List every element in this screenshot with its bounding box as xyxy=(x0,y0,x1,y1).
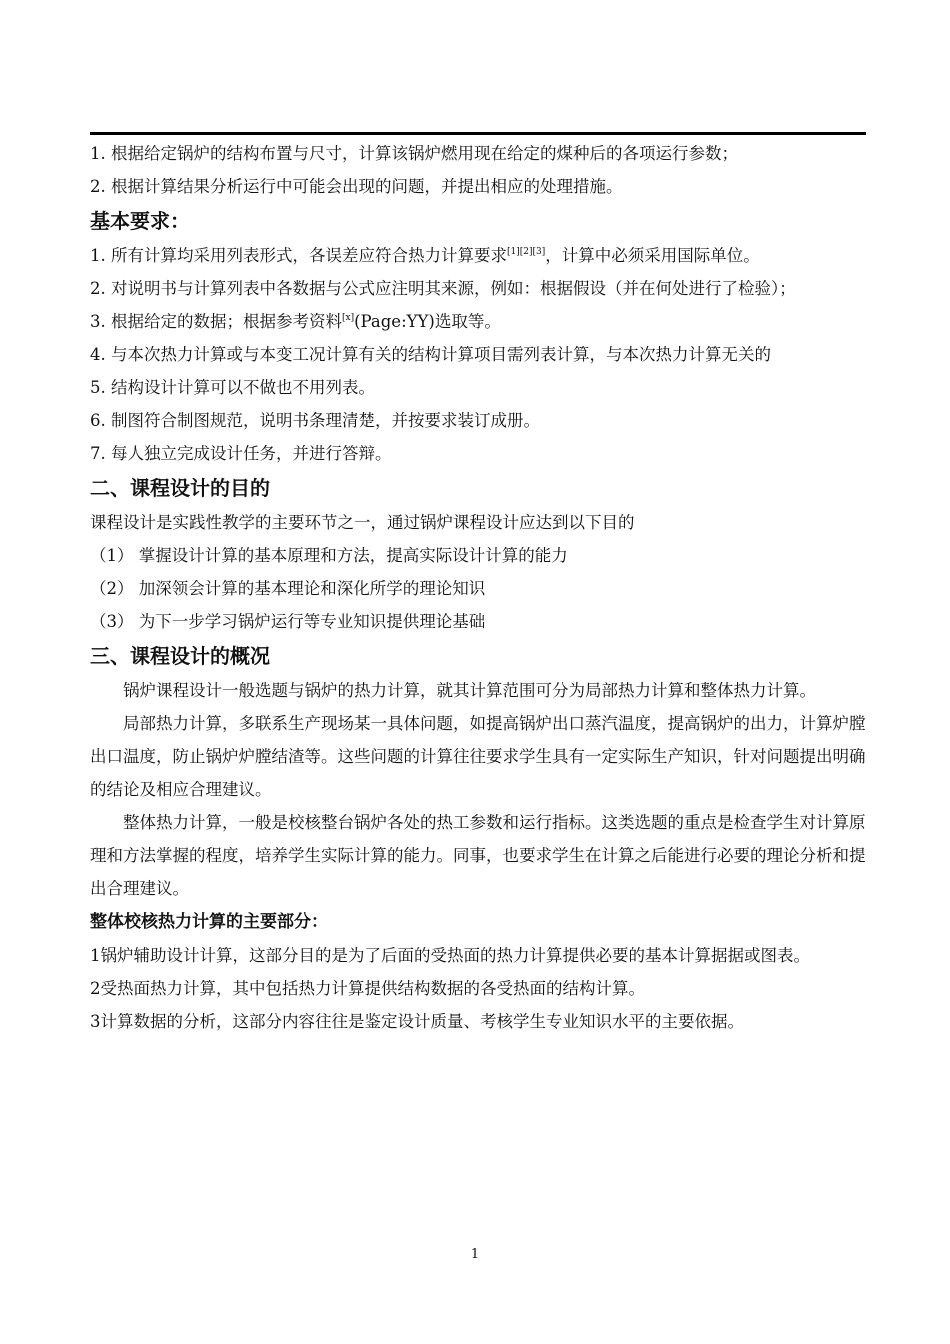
main-part-1: 1锅炉辅助设计计算，这部分目的是为了后面的受热面的热力计算提供必要的基本计算据据或图表。 xyxy=(90,946,810,965)
requirement-item-2: 2. 对说明书与计算列表中各数据与公式应注明其来源，例如：根据假设（并在何处进行了检验）； xyxy=(90,279,796,298)
main-part-2: 2受热面热力计算，其中包括热力计算提供结构数据的各受热面的结构计算。 xyxy=(90,979,645,998)
intro-item-2: 2. 根据计算结果分析运行中可能会出现的问题，并提出相应的处理措施。 xyxy=(90,177,623,196)
purpose-item-2: （2） 加深领会计算的基本理论和深化所学的理论知识 xyxy=(90,579,486,598)
section-3-heading: 三、课程设计的概况 xyxy=(90,644,270,668)
requirement-item-3: 3. 根据给定的数据；根据参考资料[x](Page:YY)选取等。 xyxy=(90,312,501,331)
overview-paragraph-3: 整体热力计算，一般是校核整台锅炉各处的热工参数和运行指标。这类选题的重点是检查学生对计算原理和方法掌握的程度，培养学生实际计算的能力。同事，也要求学生在计算之后能进行必要的理论分析和提出合理建议。 xyxy=(90,813,866,898)
purpose-item-1: （1） 掌握设计计算的基本原理和方法，提高实际设计计算的能力 xyxy=(90,546,568,565)
main-part-3: 3计算数据的分析，这部分内容往往是鉴定设计质量、考核学生专业知识水平的主要依据。 xyxy=(90,1012,744,1031)
section-2-intro: 课程设计是实践性教学的主要环节之一，通过锅炉课程设计应达到以下目的 xyxy=(90,513,635,532)
purpose-item-3: （3） 为下一步学习锅炉运行等专业知识提供理论基础 xyxy=(90,612,486,631)
section-2-heading: 二、课程设计的目的 xyxy=(90,476,270,500)
requirement-item-7: 7. 每人独立完成设计任务，并进行答辩。 xyxy=(90,444,392,463)
requirement-item-4: 4. 与本次热力计算或与本变工况计算有关的结构计算项目需列表计算，与本次热力计算无关的 xyxy=(90,345,771,364)
requirement-item-6: 6. 制图符合制图规范，说明书条理清楚，并按要求装订成册。 xyxy=(90,411,540,430)
document-page xyxy=(90,132,866,1038)
main-parts-heading: 整体校核热力计算的主要部分： xyxy=(90,912,328,932)
intro-item-1: 1. 根据给定锅炉的结构布置与尺寸，计算该锅炉燃用现在给定的煤种后的各项运行参数； xyxy=(90,144,738,163)
overview-paragraph-2: 局部热力计算，多联系生产现场某一具体问题，如提高锅炉出口蒸汽温度，提高锅炉的出力，计算炉膛出口温度，防止锅炉炉膛结渣等。这些问题的计算往往要求学生具有一定实际生产知识，针对问题提出明确的结论及相应合理建议。 xyxy=(90,714,866,799)
header-rule xyxy=(90,132,866,135)
basic-requirements-heading: 基本要求： xyxy=(90,209,190,233)
page-number: 1 xyxy=(470,1247,480,1262)
requirement-item-5: 5. 结构设计计算可以不做也不用列表。 xyxy=(90,378,375,397)
overview-paragraph-1: 锅炉课程设计一般选题与锅炉的热力计算，就其计算范围可分为局部热力计算和整体热力计算。 xyxy=(123,681,816,700)
citation-ref: [1][2][3] xyxy=(507,247,546,257)
requirement-item-1: 1. 所有计算均采用列表形式，各误差应符合热力计算要求[1][2][3]，计算中必须采用国际单位。 xyxy=(90,246,760,265)
citation-ref: [x] xyxy=(342,313,355,323)
